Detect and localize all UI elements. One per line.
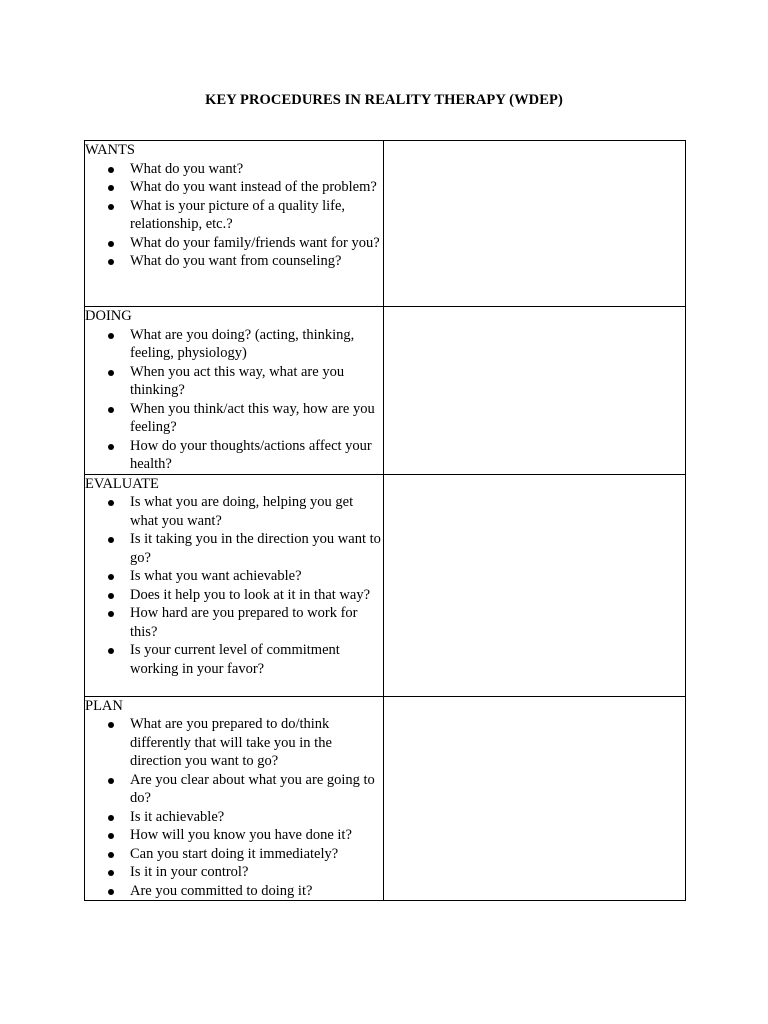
bullet-icon [108,259,114,265]
list-item [85,641,383,678]
question-text: What are you doing? (acting, thinking, feeling, physiology) [130,326,355,361]
question-text: When you act this way, what are you thinking? [130,363,345,398]
bullet-icon [108,407,114,413]
plan-response-cell[interactable] [384,696,686,901]
question-text: What do your family/friends want for you? [130,234,380,251]
question-text: What do you want instead of the problem? [130,179,377,195]
bullet-icon [108,648,114,654]
list-item [85,715,383,771]
list-item [85,604,383,641]
plan-cell [85,696,384,901]
question-text: Does it help you to look at it in that way? [130,586,371,603]
list-item [85,826,383,845]
bullet-icon [108,815,114,821]
plan-question-list [85,715,383,900]
list-item [85,808,383,827]
doing-question-list [85,326,383,474]
wants-response-cell[interactable] [384,141,686,307]
bullet-icon [108,167,114,173]
question-text: How will you know you have done it? [130,827,352,843]
bullet-icon [108,833,114,839]
bullet-icon [108,185,114,191]
question-text: What do you want? [130,160,244,177]
question-text: When you think/act this way, how are you feeling? [130,400,375,435]
bullet-icon [108,593,114,599]
evaluate-cell [85,474,384,696]
list-item [85,363,383,400]
wants-cell [85,141,384,307]
bullet-icon [108,204,114,210]
list-item [85,882,383,901]
question-text: Are you clear about what you are going to do? [130,771,375,806]
wants-heading: WANTS [85,142,135,158]
question-text: How do your thoughts/actions affect your health? [130,437,372,472]
evaluate-heading: EVALUATE [85,475,159,492]
question-text: Is what you are doing, helping you get what you want? [130,494,354,529]
bullet-icon [108,444,114,450]
list-item [85,197,383,234]
list-item [85,863,383,882]
list-item [85,178,383,197]
list-item [85,234,383,253]
bullet-icon [108,889,114,895]
wants-question-list [85,160,383,271]
bullet-icon [108,870,114,876]
question-text: Is what you want achievable? [130,568,302,584]
bullet-icon [108,537,114,543]
evaluate-question-list [85,493,383,678]
question-text: Can you start doing it immediately? [130,845,339,862]
question-text: What are you prepared to do/think differently that will take you in the direction you want to go? [130,716,332,769]
list-item [85,771,383,808]
plan-row [85,696,686,901]
question-text: Is your current level of commitment working in your favor? [130,642,340,677]
bullet-icon [108,611,114,617]
evaluate-response-cell[interactable] [384,474,686,696]
doing-response-cell[interactable] [384,307,686,475]
question-text: Is it achievable? [130,808,225,825]
bullet-icon [108,241,114,247]
question-text: Are you committed to doing it? [130,882,313,899]
list-item [85,160,383,179]
list-item [85,252,383,271]
list-item [85,493,383,530]
bullet-icon [108,333,114,339]
bullet-icon [108,852,114,858]
doing-row [85,307,686,475]
plan-heading: PLAN [85,697,123,714]
list-item [85,567,383,586]
document-title: KEY PROCEDURES IN REALITY THERAPY (WDEP) [205,92,563,108]
doing-heading: DOING [85,308,132,324]
doing-cell [85,307,384,475]
wdep-table [84,140,686,901]
list-item [85,437,383,474]
list-item [85,586,383,605]
bullet-icon [108,778,114,784]
bullet-icon [108,722,114,728]
question-text: What do you want from counseling? [130,253,342,269]
bullet-icon [108,370,114,376]
list-item [85,845,383,864]
list-item [85,530,383,567]
list-item [85,400,383,437]
question-text: Is it in your control? [130,864,249,880]
question-text: How hard are you prepared to work for this? [130,605,358,640]
bullet-icon [108,500,114,506]
bullet-icon [108,574,114,580]
question-text: Is it taking you in the direction you want to go? [130,531,381,566]
evaluate-row [85,474,686,696]
list-item [85,326,383,363]
wants-row [85,141,686,307]
question-text: What is your picture of a quality life, relationship, etc.? [130,197,346,232]
